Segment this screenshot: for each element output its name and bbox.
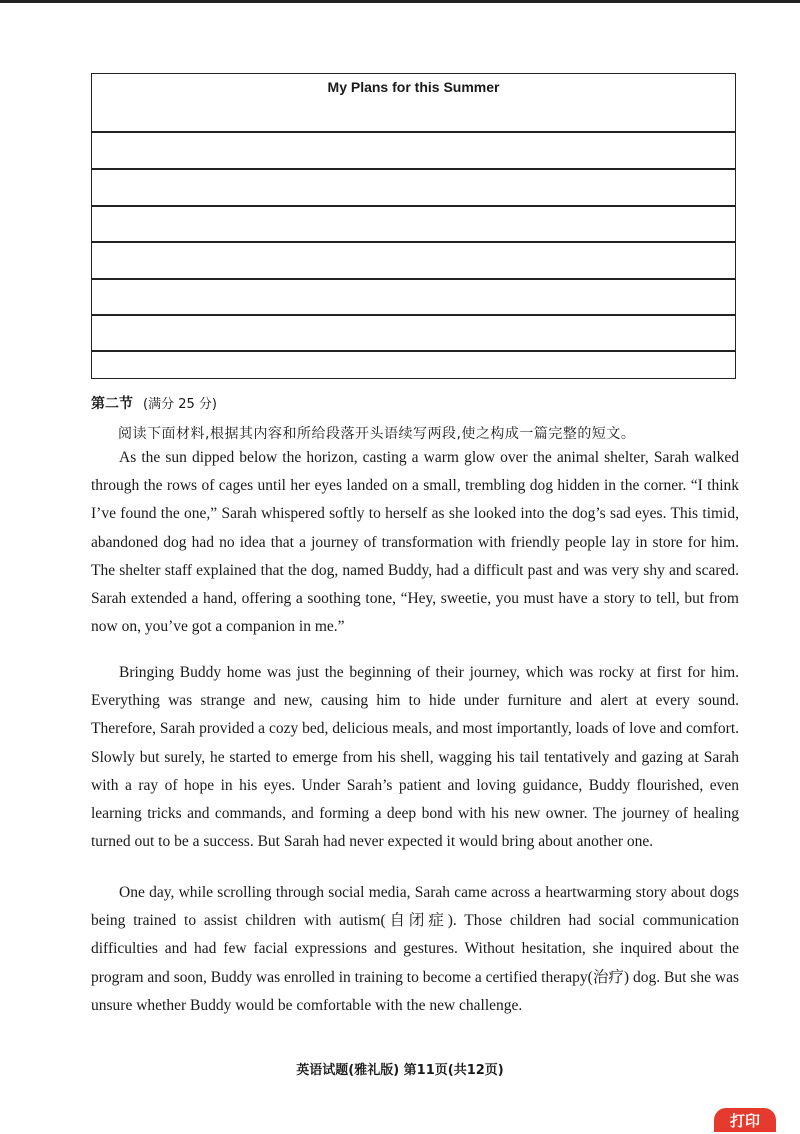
writing-line — [92, 278, 735, 280]
passage-paragraph-1: As the sun dipped below the horizon, casting a warm glow over the animal shelter, Sarah walked through the rows of cages until her eyes landed on a small, trembling dog hidden in the corner. “I think I’ve found the one,” Sarah whispered softly to herself as she looked into the dog’s sad eyes. This timid, abandoned dog had no idea that a journey of transformation with friendly people lay in store for him. The shelter staff explained that the dog, named Buddy, had a difficult past and was very shy and scared. Sarah extended a hand, offering a soothing tone, “Hey, sweetie, you must have a story to tell, but from now on, you’ve got a companion in me.” — [91, 449, 739, 636]
section-heading — [91, 393, 217, 413]
section-instruction: 阅读下面材料,根据其内容和所给段落开头语续写两段,使之构成一篇完整的短文。 — [118, 426, 636, 442]
writing-box — [91, 73, 736, 379]
passage-paragraph-3: One day, while scrolling through social media, Sarah came across a heartwarming story about dogs being trained to assist children with autism(自闭症). Those children had social communication difficulties and had few facial expressions and gestures. Without hesitation, she inquired about the program and soon, Buddy was enrolled in training to become a certified therapy(治疗) dog. But she was unsure whether Buddy would be comfortable with the new challenge. — [91, 884, 739, 1014]
writing-line — [92, 168, 735, 170]
page-footer: 英语试题(雅礼版) 第11页(共12页) — [296, 1063, 504, 1078]
print-button[interactable]: 打印 — [714, 1108, 776, 1132]
top-border-rule — [0, 0, 800, 3]
writing-line — [92, 314, 735, 316]
writing-box-title: My Plans for this Summer — [327, 79, 500, 95]
passage-paragraph-2: Bringing Buddy home was just the beginning of their journey, which was rocky at first for him. Everything was strange and new, causing him to hide under furniture and alert at every sound. Therefore, Sarah provided a cozy bed, delicious meals, and most importantly, loads of love and comfort. Slowly but surely, he started to emerge from his shell, wagging his tail tentatively and gazing at Sarah with a ray of hope in his eyes. Under Sarah’s patient and loving guidance, Buddy flourished, even learning tricks and commands, and forming a deep bond with his new owner. The journey of healing turned out to be a success. But Sarah had never expected it would bring about another one. — [91, 664, 739, 851]
writing-line — [92, 241, 735, 243]
writing-line — [92, 131, 735, 133]
section-score: (满分 25 分) — [143, 397, 217, 412]
writing-line — [92, 205, 735, 207]
section-title: 第二节 — [91, 396, 133, 412]
writing-line — [92, 350, 735, 352]
